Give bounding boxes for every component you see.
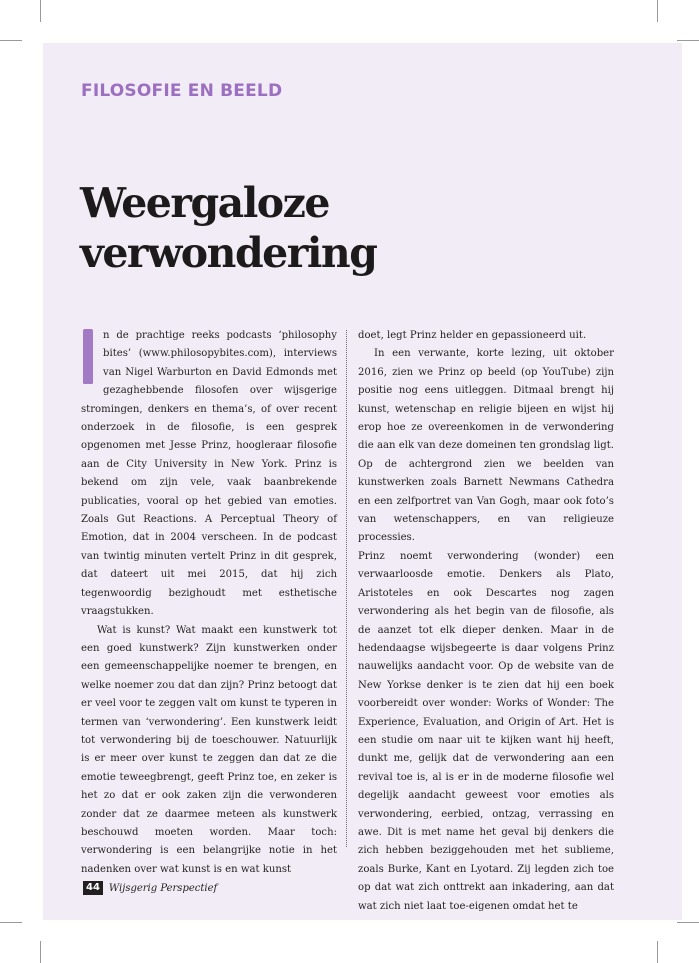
drop-cap-bar: [83, 329, 93, 384]
crop-mark: [657, 0, 658, 22]
crop-mark: [0, 40, 22, 41]
section-label: FILOSOFIE EN BEELD: [81, 81, 283, 101]
paragraph: Wat is kunst? Wat maakt een kunstwerk tot een goed kunstwerk? Zijn kunstwerken onder een gemeenschappelijke noemer te brengen, en welke noemer zou dat dan zijn? Prinz betoogt dat er veel voor te zeggen valt om kunst te typeren in termen van ‘verwondering’. Een kunstwerk leidt tot verwondering bij de toeschouwer. Natuurlijk is er meer over kunst te zeggen dan dat ze die emotie teweegbrengt, geeft Prinz toe, en zeker is het zo dat er ook zaken zijn die verwonderen zonder dat ze daarmee meteen als kunstwerk beschouwd moeten worden. Maar toch: verwondering is een belangrijke notie in het nadenken over wat kunst is en wat kunst: [81, 624, 337, 875]
journal-name: Wijsgerig Perspectief: [108, 882, 218, 894]
title-line-2: verwondering: [80, 229, 377, 277]
column-divider: [346, 330, 347, 847]
paragraph: n de prachtige reeks podcasts ‘philosophy bites’ (www.philosopybites.com), interviews van Nigel Warburton en David Edmonds met gezaghebbende filosofen over wijsgerige stromingen, denkers en thema’s, of over recent onderzoek in de filosofie, is een gesprek opgenomen met Jesse Prinz, hoogleraar filosofie aan de City University in New York. Prinz is bekend om zijn vele, vaak baanbrekende publicaties, vooral op het gebied van emoties. Zoals Gut Reactions. A Perceptual Theory of Emotion, dat in 2004 verscheen. In de podcast van twintig minuten vertelt Prinz in dit gesprek, dat dateert uit mei 2015, dat hij zich tegenwoordig bezighoudt met esthetische vraagstukken.: [81, 330, 337, 618]
paragraph: doet, legt Prinz helder en gepassioneerd uit.: [358, 330, 587, 341]
crop-mark: [677, 922, 699, 923]
crop-mark: [657, 941, 658, 963]
crop-mark: [40, 0, 41, 22]
paragraph: Prinz noemt verwondering (wonder) een verwaarloosde emotie. Denkers als Plato, Aristoteles en ook Descartes nog zagen verwondering als het begin van de filosofie, als de aanzet tot elk dieper denken. Maar in de hedendaagse wijsbegeerte is daar volgens Prinz nauwelijks aandacht voor. Op de website van de New Yorkse denker is te zien dat hij een boek voorbereidt over wonder: Works of Wonder: The Experience, Evaluation, and Origin of Art. Het is een studie om naar uit te kijken want hij heeft, dunkt me, gelijk dat de verwondering aan een revival toe is, al is er in de moderne filosofie wel degelijk aandacht geweest voor emoties als verwondering, eerbied, ontzag, verrassing en awe. Dit is met name het geval bij denkers die zich hebben beziggehouden met het sublieme, zoals Burke, Kant en Lyotard. Zij legden zich toe op dat wat zich onttrekt aan inkadering, aan dat wat zich niet laat toe-eigenen omdat het te: [358, 550, 614, 912]
page-number: 44: [83, 881, 103, 895]
page-footer: [83, 881, 217, 895]
left-column: [81, 327, 337, 879]
magazine-page: [43, 43, 682, 920]
title-line-1: Weergaloze: [80, 179, 329, 227]
article-title: [80, 178, 640, 278]
crop-mark: [0, 922, 22, 923]
paragraph: In een verwante, korte lezing, uit oktober 2016, zien we Prinz op beeld (op YouTube) zijn positie nog eens uitleggen. Ditmaal brengt hij kunst, wetenschap en religie bijeen en wijst hij erop hoe ze overeenkomen in de verwondering die aan elk van deze domeinen ten grondslag ligt. Op de achtergrond zien we beelden van kunstwerken zoals Barnett Newmans Cathedra en een zelfportret van Van Gogh, maar ook foto’s van wetenschappers, en van religieuze processies.: [358, 348, 614, 544]
right-column: [358, 327, 614, 916]
crop-mark: [677, 40, 699, 41]
crop-mark: [40, 941, 41, 963]
